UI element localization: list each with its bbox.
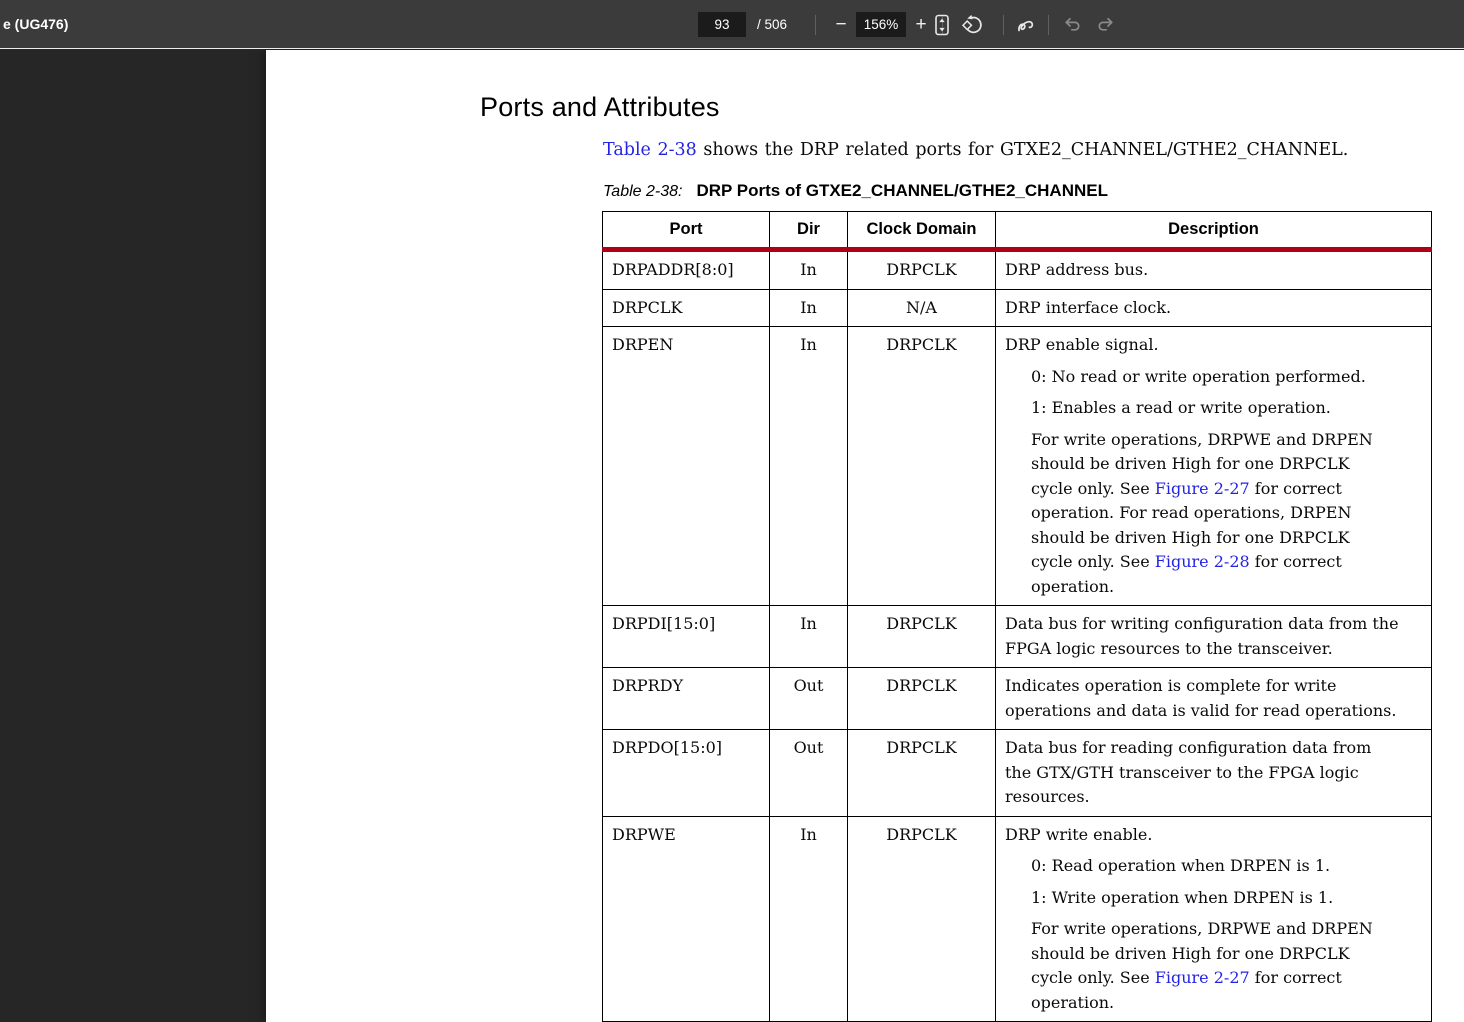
toolbar-divider — [815, 15, 816, 35]
column-header: Description — [996, 212, 1432, 250]
cell-description: DRP interface clock. — [996, 289, 1432, 327]
doc-link[interactable]: Table 2-38 — [603, 140, 697, 160]
cell-clock: DRPCLK — [848, 816, 996, 1022]
cell-dir: In — [770, 327, 848, 606]
table-row — [603, 668, 1432, 730]
column-header: Port — [603, 212, 770, 250]
cell-dir: In — [770, 250, 848, 290]
pdf-toolbar — [0, 0, 1464, 49]
undo-button[interactable] — [1060, 0, 1084, 49]
cell-description: Data bus for reading configuration data from the GTX/GTH transceiver to the FPGA logic resources. — [996, 730, 1432, 817]
doc-link[interactable]: Figure 2-27 — [1154, 478, 1250, 498]
cell-description: Indicates operation is complete for write operations and data is valid for read operations. — [996, 668, 1432, 730]
zoom-out-button[interactable]: − — [835, 13, 847, 35]
zoom-level-input[interactable]: 156% — [856, 12, 906, 37]
table-caption-label: Table 2-38: — [603, 183, 683, 200]
toolbar-divider — [1048, 15, 1049, 35]
cell-clock: DRPCLK — [848, 730, 996, 817]
table-row — [603, 289, 1432, 327]
section-heading: Ports and Attributes — [480, 92, 720, 122]
draw-icon — [1015, 14, 1039, 36]
pdf-page — [266, 50, 1464, 1022]
cell-port: DRPDO[15:0] — [603, 730, 770, 817]
cell-description: DRP address bus. — [996, 250, 1432, 290]
redo-button[interactable] — [1093, 0, 1117, 49]
cell-description: Data bus for writing configuration data from the FPGA logic resources to the transceiver. — [996, 606, 1432, 668]
fit-to-page-icon — [933, 14, 951, 36]
cell-clock: DRPCLK — [848, 668, 996, 730]
rotate-button[interactable] — [961, 0, 985, 49]
intro-paragraph: Table 2-38 shows the DRP related ports for GTXE2_CHANNEL/GTHE2_CHANNEL. — [603, 140, 1349, 160]
rotate-icon — [962, 13, 985, 36]
cell-port: DRPDI[15:0] — [603, 606, 770, 668]
cell-dir: Out — [770, 730, 848, 817]
doc-link[interactable]: Figure 2-27 — [1154, 968, 1250, 987]
cell-dir: Out — [770, 668, 848, 730]
toolbar-divider — [1003, 15, 1004, 35]
viewer-background — [0, 50, 1464, 1022]
cell-clock: DRPCLK — [848, 606, 996, 668]
document-title: e (UG476) — [3, 16, 69, 32]
cell-clock: N/A — [848, 289, 996, 327]
table-row — [603, 327, 1432, 606]
draw-button[interactable] — [1014, 0, 1040, 49]
cell-port: DRPADDR[8:0] — [603, 250, 770, 290]
cell-clock: DRPCLK — [848, 250, 996, 290]
table-row — [603, 730, 1432, 817]
undo-icon — [1063, 16, 1082, 33]
cell-description: DRP enable signal. 0: No read or write operation performed. 1: Enables a read or write operation. For write operations, DRPWE and DRPEN should be driven High for one DRPCLK cycle only. See Figure 2-27 for correct operation. For read operations, DRPEN should be driven High for one DRPCLK cycle only. See Figure 2-28 for correct operation. — [996, 327, 1432, 606]
page-total-label: / 506 — [757, 17, 788, 32]
cell-port: DRPEN — [603, 327, 770, 606]
zoom-in-button[interactable]: + — [915, 13, 927, 35]
cell-dir: In — [770, 606, 848, 668]
table-row — [603, 816, 1432, 1022]
table-caption-title: DRP Ports of GTXE2_CHANNEL/GTHE2_CHANNEL — [696, 181, 1108, 200]
page-number-input[interactable]: 93 — [698, 12, 746, 37]
cell-dir: In — [770, 816, 848, 1022]
redo-icon — [1096, 16, 1115, 33]
cell-description: DRP write enable. 0: Read operation when DRPEN is 1. 1: Write operation when DRPEN is 1. For write operations, DRPWE and DRPEN should be driven High for one DRPCLK cycle only. See Figure 2-27 for correct operation. — [996, 816, 1432, 1022]
table-header-row — [603, 212, 1432, 250]
column-header: Clock Domain — [848, 212, 996, 250]
cell-port: DRPCLK — [603, 289, 770, 327]
table-row — [603, 250, 1432, 290]
ports-table — [602, 211, 1432, 1022]
table-caption — [603, 181, 1108, 201]
cell-clock: DRPCLK — [848, 327, 996, 606]
table-row — [603, 606, 1432, 668]
cell-port: DRPRDY — [603, 668, 770, 730]
cell-dir: In — [770, 289, 848, 327]
cell-port: DRPWE — [603, 816, 770, 1022]
doc-link[interactable]: Figure 2-28 — [1154, 552, 1250, 571]
fit-to-page-button[interactable] — [931, 0, 953, 49]
column-header: Dir — [770, 212, 848, 250]
